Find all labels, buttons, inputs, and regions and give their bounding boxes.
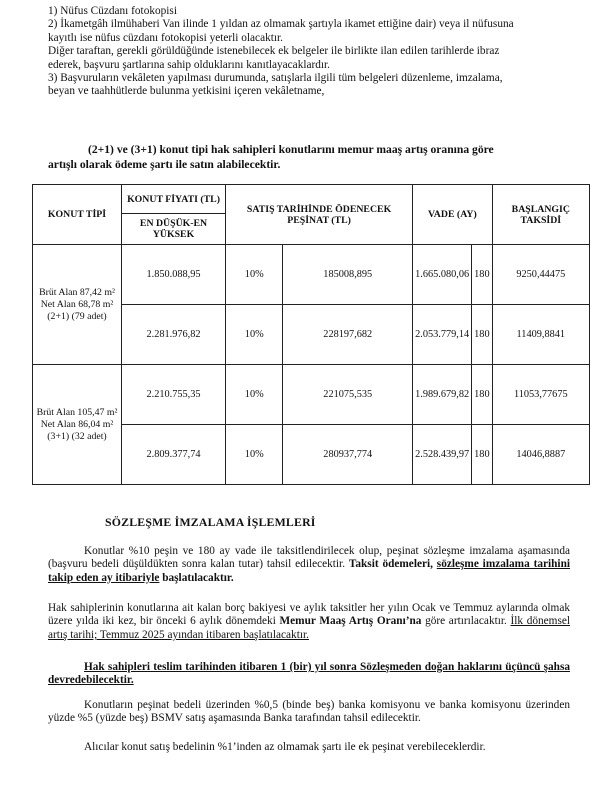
header-fiyat-range: EN DÜŞÜK-EN YÜKSEK <box>122 214 226 245</box>
text-line: ederek, başvuru şartlarına sahip olduklarını kanıtlayacaklardır. <box>48 58 331 71</box>
term-cell: 180 <box>472 425 492 485</box>
paragraph-commission: Konutların peşinat bedeli üzerinden %0,5 (binde beş) banka komisyonu ve banka komisyonu üzerinden yüzde %5 (yüzde beş) BSMV satış aşamasında Banka tarafından tahsil edilecektir. <box>48 699 570 725</box>
installment-cell: 11053,77675 <box>492 365 589 425</box>
text-line: 2) İkametgâh ilmühaberi Van ilinde 1 yıldan az olmamak şartıyla ikamet ettiğine dair) veya il nüfusuna <box>48 18 514 31</box>
price-cell: 2.809.377,74 <box>122 425 226 485</box>
rate-cell: 10% <box>226 365 283 425</box>
paragraph-extra-payment: Alıcılar konut satış bedelinin %1’inden az olmamak şartı ile ek peşinat verebileceklerdir. <box>84 741 486 753</box>
down-payment-cell: 221075,535 <box>283 365 413 425</box>
installment-cell: 14046,8887 <box>492 425 589 485</box>
text-line: 3) Başvuruların vekâleten yapılması durumunda, satışlarla ilgili tüm belgeleri düzenleme, imzalama, <box>48 72 503 85</box>
header-fiyat: KONUT FİYATI (TL) <box>122 185 226 214</box>
header-pesinat: SATIŞ TARİHİNDE ÖDENECEK PEŞİNAT (TL) <box>226 185 413 245</box>
heading-line: (2+1) ve (3+1) konut tipi hak sahipleri konutlarını memur maaş artış oranına göre <box>88 143 494 156</box>
header-konut-tipi: KONUT TİPİ <box>33 185 122 245</box>
requirements-list <box>48 5 570 99</box>
payment-heading <box>48 142 570 172</box>
section-title: SÖZLEŞME İMZALAMA İŞLEMLERİ <box>105 515 316 529</box>
rate-cell: 10% <box>226 425 283 485</box>
remaining-cell: 1.665.080,06 <box>413 245 472 305</box>
remaining-cell: 2.053.779,14 <box>413 305 472 365</box>
down-payment-cell: 228197,682 <box>283 305 413 365</box>
down-payment-cell: 280937,774 <box>283 425 413 485</box>
rate-cell: 10% <box>226 245 283 305</box>
remaining-cell: 2.528.439,97 <box>413 425 472 485</box>
text-span: Konutlar %10 peşin ve 180 ay vade ile taksitlendirilecek olup, peşinat sözleşme imzalama aşamasında (başvuru bedeli düşüldükten sonra kalan tutar) tahsil edilecektir. <box>48 545 570 571</box>
term-cell: 180 <box>472 365 492 425</box>
text-span-bold-underline: sözleşme imzalama tarihini takip eden ay itibariyle <box>48 558 570 584</box>
rate-cell: 10% <box>226 305 283 365</box>
konut-type-cell: Brüt Alan 87,42 m² Net Alan 68,78 m² (2+1) (79 adet) <box>33 245 122 365</box>
paragraph-transfer-rights: Hak sahipleri teslim tarihinden itibaren 1 (bir) yıl sonra Sözleşmeden doğan haklarını üçüncü şahsa devredebilecektir. <box>48 661 570 687</box>
price-cell: 1.850.088,95 <box>122 245 226 305</box>
text-span-bold: Taksit ödemeleri, <box>348 558 437 571</box>
text-span: göre artırılacaktır. <box>421 615 511 628</box>
term-cell: 180 <box>472 245 492 305</box>
text-span-underline: İlk dönemsel artış tarihi; Temmuz 2025 ayından itibaren başlatılacaktır. <box>48 615 571 641</box>
table-row <box>33 245 590 305</box>
term-cell: 180 <box>472 305 492 365</box>
price-cell: 2.281.976,82 <box>122 305 226 365</box>
heading-line: artışlı olarak ödeme şartı ile satın alabilecektir. <box>48 158 281 171</box>
table-row <box>33 365 590 425</box>
header-taksit: BAŞLANGIÇ TAKSİDİ <box>492 185 589 245</box>
text-line: 1) Nüfus Cüzdanı fotokopisi <box>48 5 177 17</box>
header-vade: VADE (AY) <box>413 185 493 245</box>
paragraph-increase <box>48 602 570 642</box>
price-cell: 2.210.755,35 <box>122 365 226 425</box>
text-line: kayıtlı ise nüfus cüzdanı fotokopisi yeterli olacaktır. <box>48 31 283 44</box>
text-span-bold: başlatılacaktır. <box>159 571 234 584</box>
housing-price-table <box>32 184 590 485</box>
text-line: beyan ve taahhütlerde bulunma yetkisini içeren vekâletname, <box>48 85 325 98</box>
installment-cell: 9250,44475 <box>492 245 589 305</box>
down-payment-cell: 185008,895 <box>283 245 413 305</box>
text-span-bold: Memur Maaş Artış Oranı’na <box>279 615 422 628</box>
konut-type-cell: Brüt Alan 105,47 m² Net Alan 86,04 m² (3+1) (32 adet) <box>33 365 122 485</box>
text-line: Diğer taraftan, gerekli görüldüğünde istenebilecek ek belgeler ile birlikte ilan edilen tarihlerde ibraz <box>48 45 500 58</box>
installment-cell: 11409,8841 <box>492 305 589 365</box>
text-span: Hak sahiplerinin konutlarına ait kalan borç bakiyesi ve aylık taksitler her yılın Ocak ve Temmuz aylarında olmak üzere yılda iki kez, bir önceki 6 aylık dönemdeki <box>48 602 570 628</box>
paragraph-down-payment <box>48 545 570 585</box>
remaining-cell: 1.989.679,82 <box>413 365 472 425</box>
